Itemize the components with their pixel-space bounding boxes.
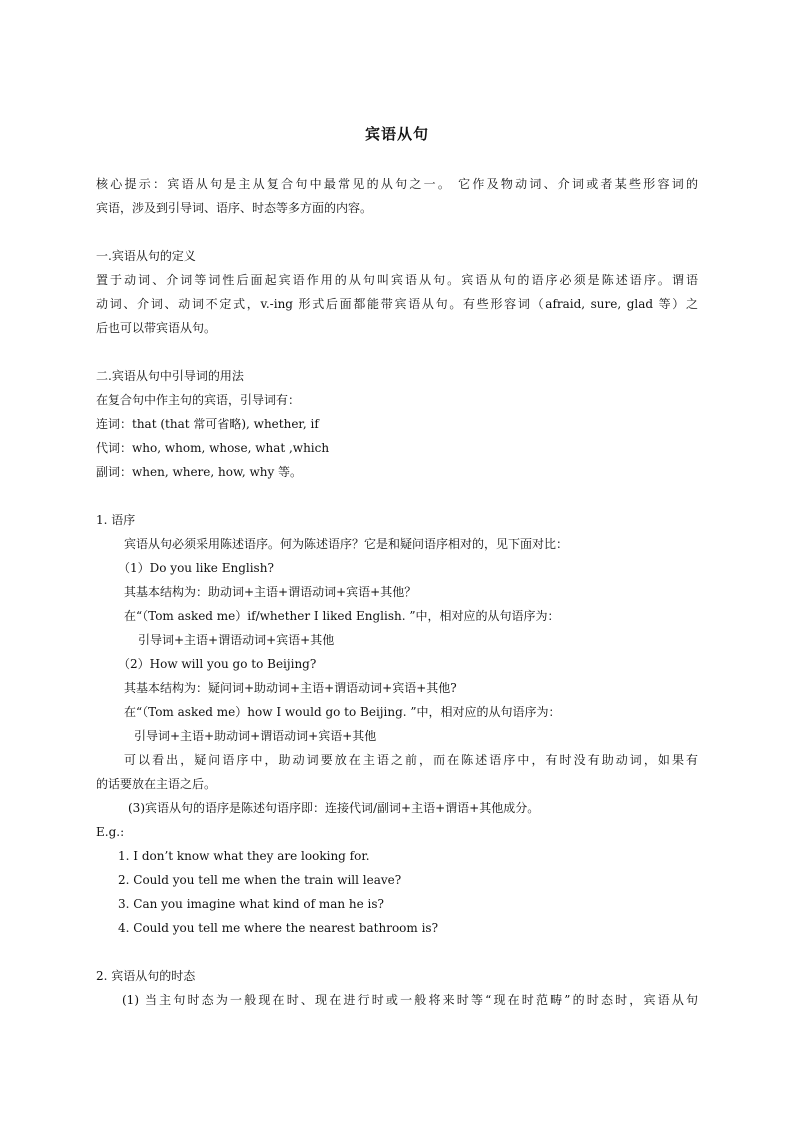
tense-heading: 2. 宾语从句的时态 xyxy=(96,969,196,983)
section2-line-1: 在复合句中作主句的宾语，引导词有： xyxy=(96,393,301,407)
section1-line-2: 动词、介词、动词不定式，v.-ing 形式后面都能带宾语从句。有些形容词（afraid, sure, glad 等）之 xyxy=(96,297,698,311)
example-2-clause: 在“（Tom asked me）how I would go to Beijing. ”中，相对应的从句语序为： xyxy=(124,705,561,719)
example-sentence-4: 4. Could you tell me where the nearest bathroom is? xyxy=(118,921,439,935)
word-order-heading: 1. 语序 xyxy=(96,513,136,527)
example-2-structure: 其基本结构为：疑问词+助动词+主语+谓语动词+宾语+其他? xyxy=(124,681,457,695)
comparison-note-line-1: 可以看出，疑问语序中，助动词要放在主语之前，而在陈述语序中，有时没有助动词，如果有 xyxy=(124,753,698,767)
eg-label: E.g.: xyxy=(96,825,125,839)
example-2-question: （2）How will you go to Beijing? xyxy=(118,657,317,671)
word-order-intro: 宾语从句必须采用陈述语序。何为陈述语序？它是和疑问语序相对的，见下面对比： xyxy=(124,537,569,551)
conjunctions-line: 连词：that (that 常可省略), whether, if xyxy=(96,417,319,431)
page-title: 宾语从句 xyxy=(364,125,429,143)
example-1-clause: 在“（Tom asked me）if/whether I liked English. ”中，相对应的从句语序为： xyxy=(124,609,560,623)
intro-line-1: 核心提示：宾语从句是主从复合句中最常见的从句之一。 它作及物动词、介词或者某些形容词的 xyxy=(96,177,698,191)
example-sentence-1: 1. I don’t know what they are looking for. xyxy=(118,849,370,863)
example-sentence-2: 2. Could you tell me when the train will leave? xyxy=(118,873,402,887)
tense-line-1: (1) 当主句时态为一般现在时、现在进行时或一般将来时等“现在时范畴”的时态时，宾语从句 xyxy=(122,993,698,1007)
comparison-note-line-2: 的话要放在主语之后。 xyxy=(96,777,217,791)
example-2-order: 引导词+主语+助动词+谓语动词+宾语+其他 xyxy=(134,729,377,743)
section1-line-1: 置于动词、介词等词性后面起宾语作用的从句叫宾语从句。宾语从句的语序必须是陈述语序。谓语 xyxy=(96,273,698,287)
intro-line-2: 宾语，涉及到引导词、语序、时态等多方面的内容。 xyxy=(96,201,373,215)
example-sentence-3: 3. Can you imagine what kind of man he is? xyxy=(118,897,384,911)
example-1-order: 引导词+主语+谓语动词+宾语+其他 xyxy=(138,633,335,647)
section1-line-3: 后也可以带宾语从句。 xyxy=(96,321,217,335)
pronouns-line: 代词：who, whom, whose, what ,which xyxy=(96,441,330,455)
section2-heading: 二.宾语从句中引导词的用法 xyxy=(96,369,244,383)
example-3-rule: (3)宾语从句的语序是陈述句语序即：连接代词/副词+主语+谓语+其他成分。 xyxy=(128,801,540,815)
adverbs-line: 副词：when, where, how, why 等。 xyxy=(96,465,303,479)
example-1-structure: 其基本结构为：助动词+主语+谓语动词+宾语+其他？ xyxy=(124,585,417,599)
section1-heading: 一.宾语从句的定义 xyxy=(96,249,196,263)
example-1-question: （1）Do you like English? xyxy=(118,561,274,575)
